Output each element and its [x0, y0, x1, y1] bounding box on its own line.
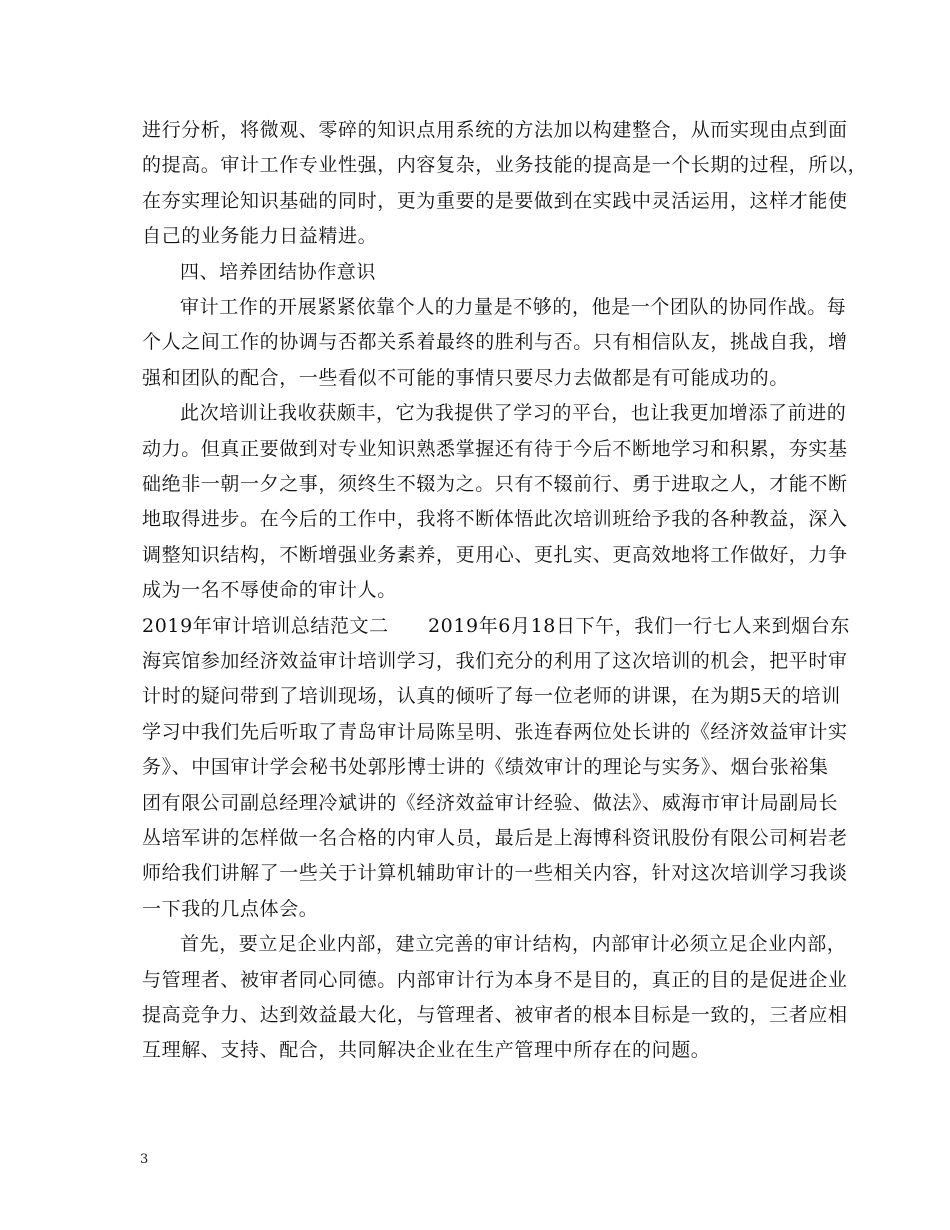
text-line: 海宾馆参加经济效益审计培训学习，我们充分的利用了这次培训的机会，把平时审 — [142, 650, 848, 672]
text-line: 强和团队的配合，一些看似不可能的事情只要尽力去做都是有可能成功的。 — [142, 366, 789, 389]
text-line: 地取得进步。在今后的工作中，我将不断体悟此次培训班给予我的各种教益，深入 — [142, 508, 848, 531]
text-line: 提高竞争力、达到效益最大化，与管理者、被审者的根本目标是一致的，三者应相 — [142, 1004, 848, 1026]
text-line: 首先，要立足企业内部，建立完善的审计结构，内部审计必须立足企业内部， — [180, 933, 847, 956]
text-line: 的提高。审计工作专业性强，内容复杂，业务技能的提高是一个长期的过程，所以， — [142, 154, 868, 177]
text-line: 学习中我们先后听取了青岛审计局陈呈明、张连春两位处长讲的《经济效益审计实 — [142, 720, 848, 743]
text-line: 调整知识结构，不断增强业务素养，更用心、更扎实、更高效地将工作做好，力争 — [142, 543, 848, 566]
text-line: 师给我们讲解了一些关于计算机辅助审计的一些相关内容，针对这次培训学习我谈 — [142, 862, 848, 885]
text-line: 此次培训让我收获颇丰，它为我提供了学习的平台，也让我更加增添了前进的 — [180, 402, 847, 425]
text-line: 在夯实理论知识基础的同时，更为重要的是要做到在实践中灵活运用，这样才能使 — [142, 189, 848, 212]
text-line: 成为一名不辱使命的审计人。 — [142, 579, 397, 602]
text-line: 动力。但真正要做到对专业知识熟悉掌握还有待于今后不断地学习和积累，夯实基 — [142, 437, 848, 460]
text-line: 与管理者、被审者同心同德。内部审计行为本身不是目的，真正的目的是促进企业 — [142, 968, 848, 991]
text-line: 互理解、支持、配合，共同解决企业在生产管理中所存在的问题。 — [142, 1039, 711, 1062]
page-number: 3 — [140, 1152, 149, 1167]
text-line: 础绝非一朝一夕之事，须终生不辍为之。只有不辍前行、勇于进取之人，才能不断 — [142, 473, 848, 495]
text-line: 自己的业务能力日益精进。 — [142, 225, 378, 248]
text-line: 丛培军讲的怎样做一名合格的内审人员，最后是上海博科资讯股份有限公司柯岩老 — [142, 827, 848, 849]
text-line: 2019年审计培训总结范文二 2019年6月18日下午，我们一行七人来到烟台东 — [142, 614, 850, 637]
text-line: 团有限公司副总经理冷斌讲的《经济效益审计经验、做法》、威海市审计局副局长 — [142, 791, 839, 814]
text-line: 进行分析，将微观、零碎的知识点用系统的方法加以构建整合，从而实现由点到面 — [142, 119, 848, 141]
text-line: 一下我的几点体会。 — [142, 897, 319, 920]
text-line: 计时的疑问带到了培训现场，认真的倾听了每一位老师的讲课，在为期5天的培训 — [142, 685, 841, 708]
text-line: 审计工作的开展紧紧依靠个人的力量是不够的，他是一个团队的协同作战。每 — [180, 296, 847, 318]
text-line: 务》、中国审计学会秘书处郭彤博士讲的《绩效审计的理论与实务》、烟台张裕集 — [142, 756, 829, 779]
section-heading: 四、培养团结协作意识 — [180, 260, 377, 283]
text-line: 个人之间工作的协调与否都关系着最终的胜利与否。只有相信队友，挑战自我，增 — [142, 331, 848, 354]
